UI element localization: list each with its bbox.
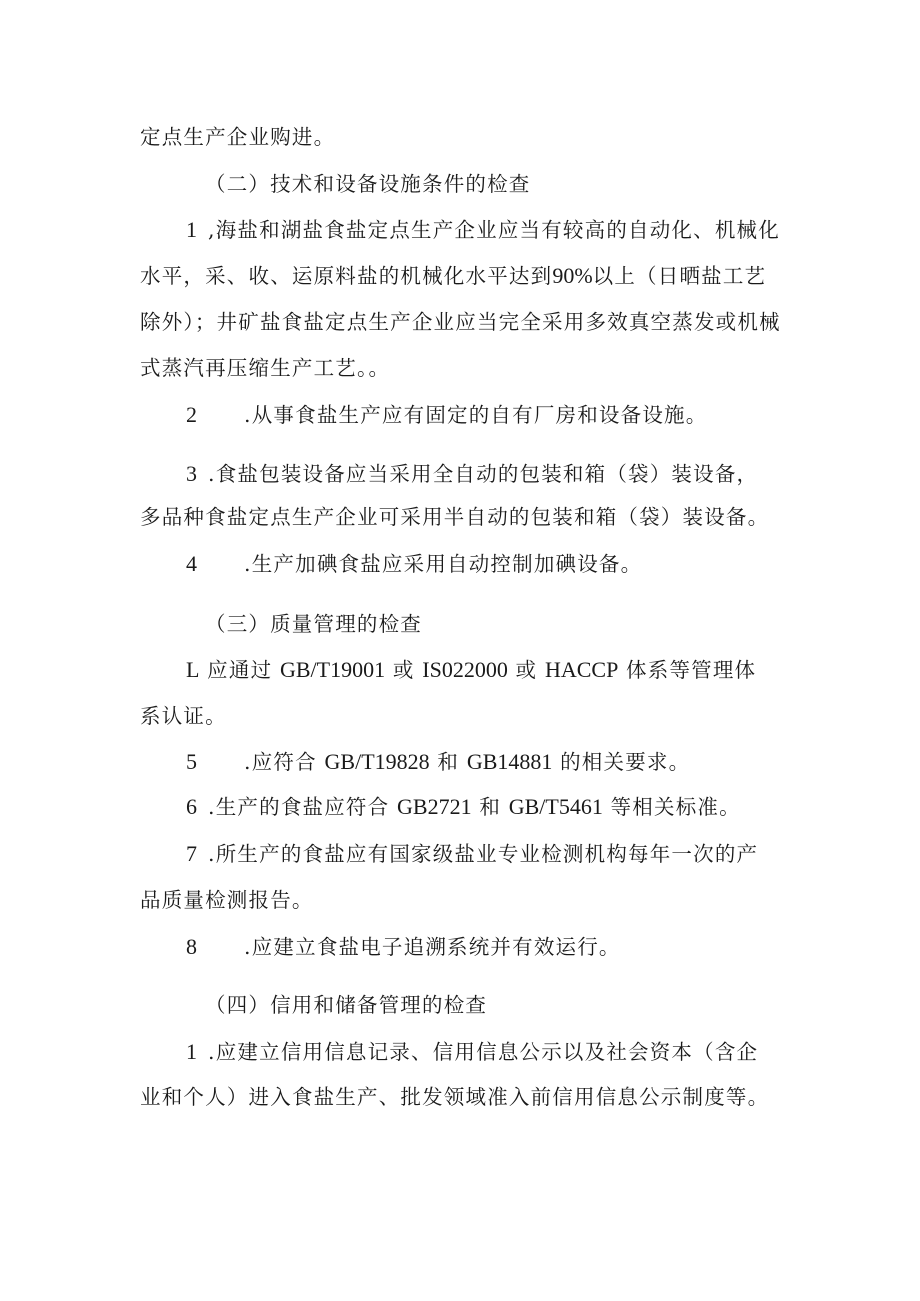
item-number: 1 — [186, 1039, 197, 1064]
list-item-7 — [186, 840, 758, 868]
item-number: 2 — [186, 402, 197, 427]
item-text: 等相关标准。 — [610, 795, 741, 819]
text-line — [140, 308, 781, 336]
paragraph-text: 定点生产企业购进。 — [140, 125, 336, 149]
text-line — [140, 1083, 769, 1111]
text-line — [140, 262, 766, 290]
paragraph-text: 或 — [392, 658, 415, 682]
item-text: .应建立食盐电子追溯系统并有效运行。 — [244, 935, 621, 959]
item-text: 和 — [479, 795, 502, 819]
item-number: 8 — [186, 934, 197, 959]
paragraph-text: 除外）；井矿盐食盐定点生产企业应当完全采用多效真空蒸发或机械 — [140, 310, 781, 334]
item-text: 的相关要求。 — [560, 750, 691, 774]
standard-code: IS022000 — [422, 657, 508, 682]
paragraph-text: 水平，采、收、运原料盐的机械化水平达到 — [140, 264, 553, 288]
paragraph-text: 系认证。 — [140, 704, 227, 728]
list-item-4 — [186, 550, 642, 578]
text-line — [186, 656, 756, 684]
item-number: 3 — [186, 461, 197, 486]
item-text: .生产加碘食盐应采用自动控制加碘设备。 — [244, 552, 643, 576]
standard-code: GB/T19001 — [280, 657, 386, 682]
item-number: 7 — [186, 841, 197, 866]
text-line — [140, 503, 769, 531]
text-line — [140, 354, 390, 382]
item-number: 5 — [186, 749, 197, 774]
list-item-2 — [186, 401, 707, 429]
paragraph-text: 以上（日晒盐工艺 — [592, 264, 767, 288]
heading-text: （三）质量管理的检查 — [205, 612, 422, 636]
text-line — [140, 123, 335, 151]
standard-code: GB2721 — [397, 794, 472, 819]
percentage-value: 90% — [552, 263, 593, 288]
paragraph-text: 体系等管理体 — [626, 658, 757, 682]
heading-text: （四）信用和储备管理的检查 — [205, 993, 488, 1017]
item-text: .食盐包装设备应当采用全自动的包装和箱（袋）装设备， — [208, 462, 759, 486]
heading-text: （二）技术和设备设施条件的检查 — [205, 172, 531, 196]
section-heading-2 — [205, 170, 531, 198]
item-number: 6 — [186, 794, 197, 819]
item-text: .生产的食盐应符合 — [208, 795, 390, 819]
paragraph-text: 或 — [515, 658, 538, 682]
item-text: 和 — [437, 750, 460, 774]
standard-code: GB/T5461 — [508, 794, 603, 819]
section-heading-4 — [205, 991, 487, 1019]
item-text: .应建立信用信息记录、信用信息公示以及社会资本（含企 — [208, 1040, 759, 1064]
paragraph-text: L — [186, 657, 200, 682]
item-number: 4 — [186, 551, 197, 576]
list-item-1 — [186, 216, 780, 244]
standard-code: HACCP — [544, 657, 619, 682]
item-text: .应符合 — [244, 750, 317, 774]
paragraph-text: 品质量检测报告。 — [140, 888, 314, 912]
text-line — [140, 886, 314, 914]
item-text: .从事食盐生产应有固定的自有厂房和设备设施。 — [244, 403, 708, 427]
section-heading-3 — [205, 610, 422, 638]
item-text: .所生产的食盐应有国家级盐业专业检测机构每年一次的产 — [208, 842, 759, 866]
paragraph-text: 应通过 — [207, 658, 273, 682]
paragraph-text: 式蒸汽再压缩生产工艺。。 — [140, 356, 391, 380]
standard-code: GB14881 — [466, 749, 553, 774]
list-item-3 — [186, 460, 758, 488]
text-line — [140, 702, 227, 730]
list-item-6 — [186, 793, 741, 821]
item-text: ,海盐和湖盐食盐定点生产企业应当有较高的自动化、机械化 — [208, 218, 780, 242]
item-number: 1 — [186, 217, 197, 242]
list-item-1-credit — [186, 1038, 758, 1066]
list-item-5 — [186, 748, 690, 776]
standard-code: GB/T19828 — [324, 749, 430, 774]
paragraph-text: 业和个人）进入食盐生产、批发领域准入前信用信息公示制度等。 — [140, 1085, 770, 1109]
list-item-8 — [186, 933, 621, 961]
paragraph-text: 多品种食盐定点生产企业可采用半自动的包装和箱（袋）装设备。 — [140, 505, 770, 529]
